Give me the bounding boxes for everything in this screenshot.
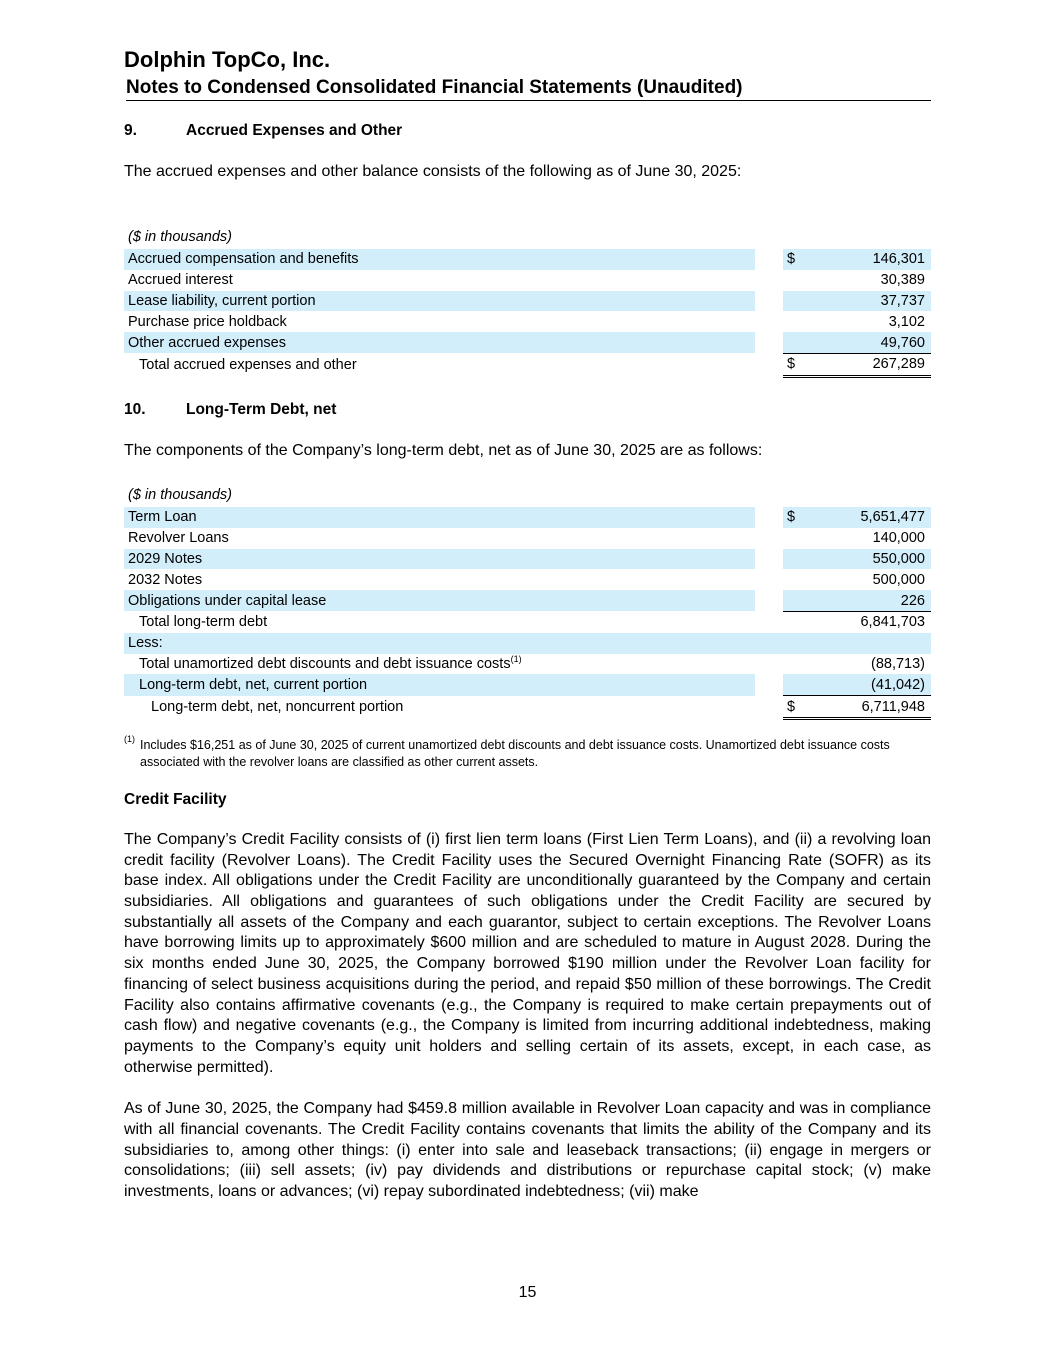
section-title: Accrued Expenses and Other: [186, 122, 403, 139]
table-row: [124, 332, 931, 353]
row-dollar: [783, 633, 805, 654]
row-dollar: [783, 654, 805, 675]
row-value: 5,651,477: [805, 507, 931, 528]
table-row: [124, 249, 931, 270]
row-label: Accrued interest: [128, 272, 233, 289]
row-label: Long-term debt, net, current portion: [124, 674, 755, 695]
row-label: Less:: [124, 633, 755, 654]
company-name: Dolphin TopCo, Inc.: [124, 47, 331, 72]
table-row: [124, 569, 931, 590]
row-dollar: [783, 611, 805, 632]
row-label: Obligations under capital lease: [124, 590, 755, 611]
row-dollar: $: [783, 249, 805, 270]
row-dollar: [783, 291, 805, 312]
table-row: [124, 528, 931, 549]
section-title: Long-Term Debt, net: [186, 401, 337, 418]
table-row: [124, 549, 931, 570]
credit-facility-paragraph-2: As of June 30, 2025, the Company had $459.8 million available in Revolver Loan capacity and was in compliance with all financial covenants. The Credit Facility contains covenants that limits the ability of the Company and its subsidiaries to, among other things: (i) enter into sale and leaseback transactions; (ii) engage in mergers or consolidations; (iii) sell assets; (iv) pay dividends and distributions or repurchase capital stock; (v) make investments, loans or advances; (vi) repay subordinated indebtedness; (vii) make: [124, 1100, 931, 1200]
row-dollar: $: [783, 696, 805, 719]
row-value: 37,737: [805, 291, 931, 312]
subtotal-row: [124, 611, 931, 632]
footnote-marker: (1): [124, 733, 135, 744]
row-value: (41,042): [805, 674, 931, 695]
credit-facility-heading: Credit Facility: [124, 790, 227, 808]
section-number: 10.: [124, 401, 146, 418]
section-9-intro: The accrued expenses and other balance consists of the following as of June 30, 2025:: [124, 163, 742, 180]
table-row: [124, 291, 931, 312]
table-row: [124, 270, 931, 291]
credit-facility-paragraph-1: The Company’s Credit Facility consists of (i) first lien term loans (First Lien Term Loans), and (ii) a revolving loan credit facility (Revolver Loans). The Credit Facility uses the Secured Overnight Financing Rate (SOFR) as its base index. All obligations under the Credit Facility are unconditionally guaranteed by the Company and certain subsidiaries. All obligations and guarantees of such obligations under the Credit Facility are secured by substantially all assets of the Company and each guarantor, subject to certain exceptions. The Revolver Loans have borrowing limits up to approximately $600 million and are scheduled to mature in August 2028. During the six months ended June 30, 2025, the Company borrowed $190 million under the Revolver Loan facility for financing of select business acquisitions during the period, and repaid $50 million of these borrowings. The Credit Facility also contains affirmative covenants (e.g., the Company is required to make certain prepayments out of cash flow) and negative covenants (e.g., the Company is limited from incurring additional indebtedness, making payments to the Company’s equity unit holders and selling certain of its assets, except, in each case, as otherwise permitted).: [124, 830, 931, 1076]
table-caption: ($ in thousands): [128, 487, 232, 503]
row-value: 226: [805, 590, 931, 611]
table-row: [124, 674, 931, 695]
row-label: 2029 Notes: [124, 549, 755, 570]
table-row: [124, 633, 931, 654]
row-value: 550,000: [805, 549, 931, 570]
row-value: 3,102: [888, 313, 925, 330]
document-subtitle: Notes to Condensed Consolidated Financial Statements (Unaudited): [126, 77, 931, 101]
page-number: 15: [518, 1284, 537, 1301]
row-label: Other accrued expenses: [124, 332, 755, 353]
row-label: Term Loan: [124, 507, 755, 528]
row-label: Total accrued expenses and other: [139, 356, 357, 373]
table-row: [124, 311, 931, 332]
footnote-ref: (1): [510, 654, 522, 665]
row-label: 2032 Notes: [128, 571, 203, 588]
row-value: (88,713): [870, 655, 925, 672]
row-value: 140,000: [872, 530, 925, 547]
row-value: [805, 633, 931, 654]
long-term-debt-table: [124, 487, 931, 720]
footnote: [124, 733, 931, 771]
row-value: 500,000: [872, 571, 925, 588]
row-dollar: [783, 332, 805, 353]
row-label: Revolver Loans: [128, 530, 229, 547]
lower-content: [124, 487, 931, 1203]
footnote-text: Includes $16,251 as of June 30, 2025 of current unamortized debt discounts and debt issuance costs. Unamortized debt issuance costs associated with the revolver loans are classified as other current assets.: [140, 737, 890, 769]
total-row: [124, 353, 931, 376]
section-10-heading: [124, 401, 931, 419]
table-row: [124, 654, 931, 675]
row-dollar: [783, 270, 805, 291]
section-9-heading: [124, 122, 931, 140]
row-label: Purchase price holdback: [128, 313, 287, 330]
row-dollar: [783, 569, 805, 590]
section-10-intro: The components of the Company’s long-term debt, net as of June 30, 2025 are as follows:: [124, 442, 763, 459]
row-value: 6,841,703: [805, 611, 931, 632]
row-value: 49,760: [805, 332, 931, 353]
row-label: Accrued compensation and benefits: [124, 249, 755, 270]
table-caption: ($ in thousands): [128, 229, 232, 245]
table-row: [124, 590, 931, 611]
accrued-expenses-table: [124, 229, 931, 378]
row-value: 6,711,948: [805, 696, 931, 719]
row-dollar: $: [783, 353, 805, 376]
row-dollar: [783, 674, 805, 695]
row-dollar: $: [783, 507, 805, 528]
row-label: [124, 654, 755, 675]
row-dollar: [783, 311, 805, 332]
row-label: Lease liability, current portion: [124, 291, 755, 312]
row-value: 30,389: [880, 272, 925, 289]
row-dollar: [783, 590, 805, 611]
row-label-text: Total unamortized debt discounts and debt issuance costs: [139, 655, 511, 672]
row-dollar: [783, 549, 805, 570]
row-label: Total long-term debt: [139, 614, 268, 631]
row-label: Long-term debt, net, noncurrent portion: [151, 699, 404, 716]
row-dollar: [783, 528, 805, 549]
row-value: 146,301: [805, 249, 931, 270]
row-value: 267,289: [805, 353, 931, 376]
table-row: [124, 507, 931, 528]
total-row: [124, 696, 931, 719]
section-number: 9.: [124, 122, 137, 139]
